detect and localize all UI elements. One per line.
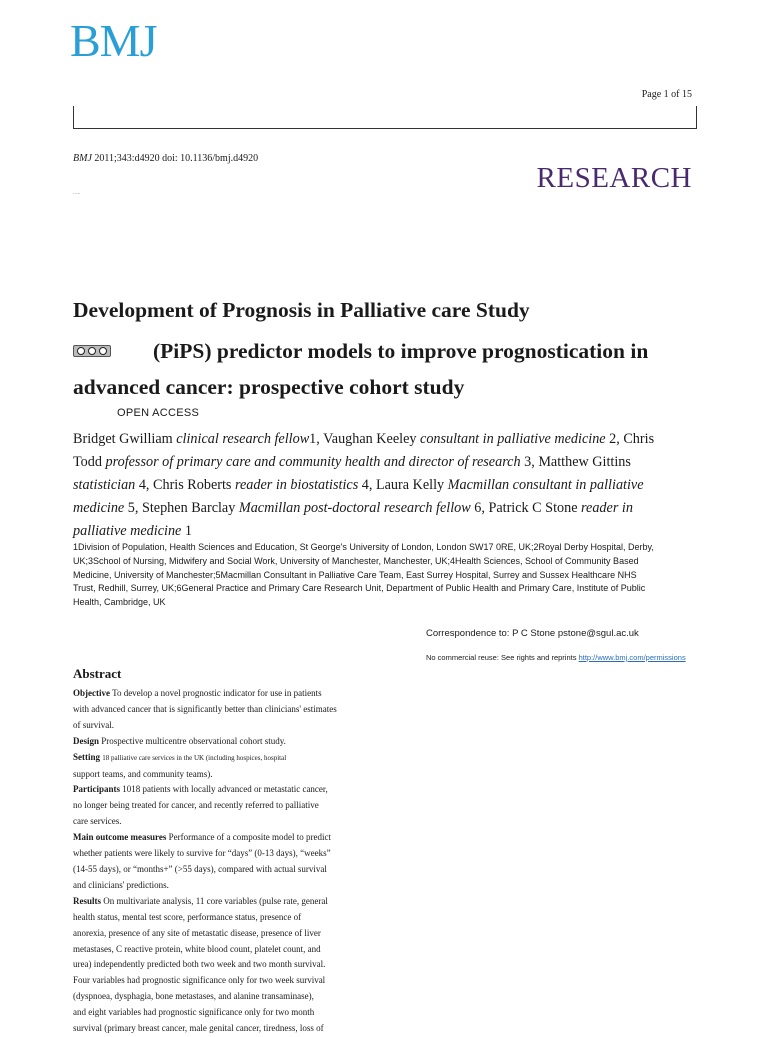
affiliation-line: Health, Cambridge, UK bbox=[73, 597, 166, 608]
article-title-line-2: (PiPS) predictor models to improve prognostication in bbox=[153, 339, 649, 363]
header-frame bbox=[73, 106, 697, 129]
abstract-line: and clinicians' predictions. bbox=[73, 879, 169, 890]
abstract-line: Four variables had prognostic significance only for two week survival bbox=[73, 975, 326, 986]
abstract-line: care services. bbox=[73, 816, 122, 827]
affiliation-line: Trust, Redhill, Surrey, UK;6General Practice and Primary Care Research Unit, Department of Public Health and Primary Care, Institute of Public bbox=[73, 583, 646, 594]
abstract-line: with advanced cancer that is significantly better than clinicians' estimates bbox=[73, 703, 337, 714]
section-label: RESEARCH bbox=[536, 162, 692, 194]
abstract-line: of survival. bbox=[73, 719, 114, 730]
abstract-line: (dyspnoea, dysphagia, bone metastases, and alanine transaminase), bbox=[73, 991, 314, 1002]
citation bbox=[73, 153, 258, 164]
abstract-heading: Abstract bbox=[73, 666, 122, 681]
author-line: palliative medicine 1 bbox=[73, 523, 192, 539]
abstract-line: anorexia, presence of any site of metastatic disease, presence of liver bbox=[73, 927, 321, 938]
author-line: Todd professor of primary care and community health and director of research 3, Matthew Gittins bbox=[73, 454, 631, 470]
abstract-line: no longer being treated for cancer, and recently referred to palliative bbox=[73, 800, 319, 811]
abstract-line: urea) independently predicted both two week and two month survival. bbox=[73, 959, 326, 970]
affiliations bbox=[73, 541, 673, 610]
citation-journal: BMJ bbox=[73, 153, 92, 164]
correspondence: Correspondence to: P C Stone pstone@sgul.ac.uk bbox=[426, 628, 639, 639]
article-title-line-3: advanced cancer: prospective cohort study bbox=[73, 375, 465, 399]
affiliation-line: Medicine, University of Manchester;5Macmillan Consultant in Palliative Care Team, East Surrey Hospital, Surrey and Sussex Healthcare NHS bbox=[73, 569, 637, 580]
page-number: Page 1 of 15 bbox=[641, 89, 692, 100]
separator-dots: ..... bbox=[73, 190, 81, 196]
bmj-logo: BMJ bbox=[70, 15, 157, 66]
abstract-line: health status, mental test score, performance status, presence of bbox=[73, 911, 302, 922]
abstract-line: survival (primary breast cancer, male genital cancer, tiredness, loss of bbox=[73, 1023, 324, 1034]
reuse-notice bbox=[426, 653, 686, 662]
author-list bbox=[73, 428, 703, 543]
affiliation-line: UK;3School of Nursing, Midwifery and Social Work, University of Manchester, Manchester, UK;4Health Sciences, School of Community Based bbox=[73, 555, 639, 566]
abstract-line: (14-55 days), or “months+” (>55 days), compared with actual survival bbox=[73, 863, 327, 874]
abstract-line: metastases, C reactive protein, white blood count, platelet count, and bbox=[73, 943, 321, 954]
citation-details: 2011;343:d4920 doi: 10.1136/bmj.d4920 bbox=[91, 153, 259, 164]
abstract-line: Design Prospective multicentre observational cohort study. bbox=[73, 735, 286, 746]
abstract-line: Results On multivariate analysis, 11 core variables (pulse rate, general bbox=[73, 895, 328, 906]
author-line: statistician 4, Chris Roberts reader in biostatistics 4, Laura Kelly Macmillan consultant in palliative bbox=[73, 477, 644, 493]
abstract-line: whether patients were likely to survive for “days” (0-13 days), “weeks” bbox=[73, 848, 331, 859]
abstract-line: Setting 18 palliative care services in the UK (including hospices, hospital bbox=[73, 751, 287, 762]
author-line: Bridget Gwilliam clinical research fellow1, Vaughan Keeley consultant in palliative medicine 2, Chris bbox=[73, 431, 655, 447]
reuse-text: No commercial reuse: See rights and reprints bbox=[426, 653, 579, 662]
author-line: medicine 5, Stephen Barclay Macmillan post-doctoral research fellow 6, Patrick C Stone reader in bbox=[73, 500, 633, 516]
abstract-line: Objective To develop a novel prognostic indicator for use in patients bbox=[73, 688, 322, 698]
open-access-label: OPEN ACCESS bbox=[117, 407, 200, 419]
abstract-body bbox=[73, 686, 393, 1037]
abstract-line: Main outcome measures Performance of a composite model to predict bbox=[73, 832, 332, 843]
creative-commons-icon bbox=[73, 345, 111, 357]
abstract-line: Participants 1018 patients with locally advanced or metastatic cancer, bbox=[73, 784, 328, 795]
abstract-line: and eight variables had prognostic significance only for two month bbox=[73, 1007, 315, 1018]
affiliation-line: 1Division of Population, Health Sciences and Education, St George's University of London, London SW17 0RE, UK;2Royal Derby Hospital, Derby, bbox=[73, 542, 654, 552]
abstract-line: support teams, and community teams). bbox=[73, 768, 213, 779]
article-title-line-1: Development of Prognosis in Palliative care Study bbox=[73, 298, 530, 322]
permissions-link[interactable]: http://www.bmj.com/permissions bbox=[578, 653, 686, 662]
